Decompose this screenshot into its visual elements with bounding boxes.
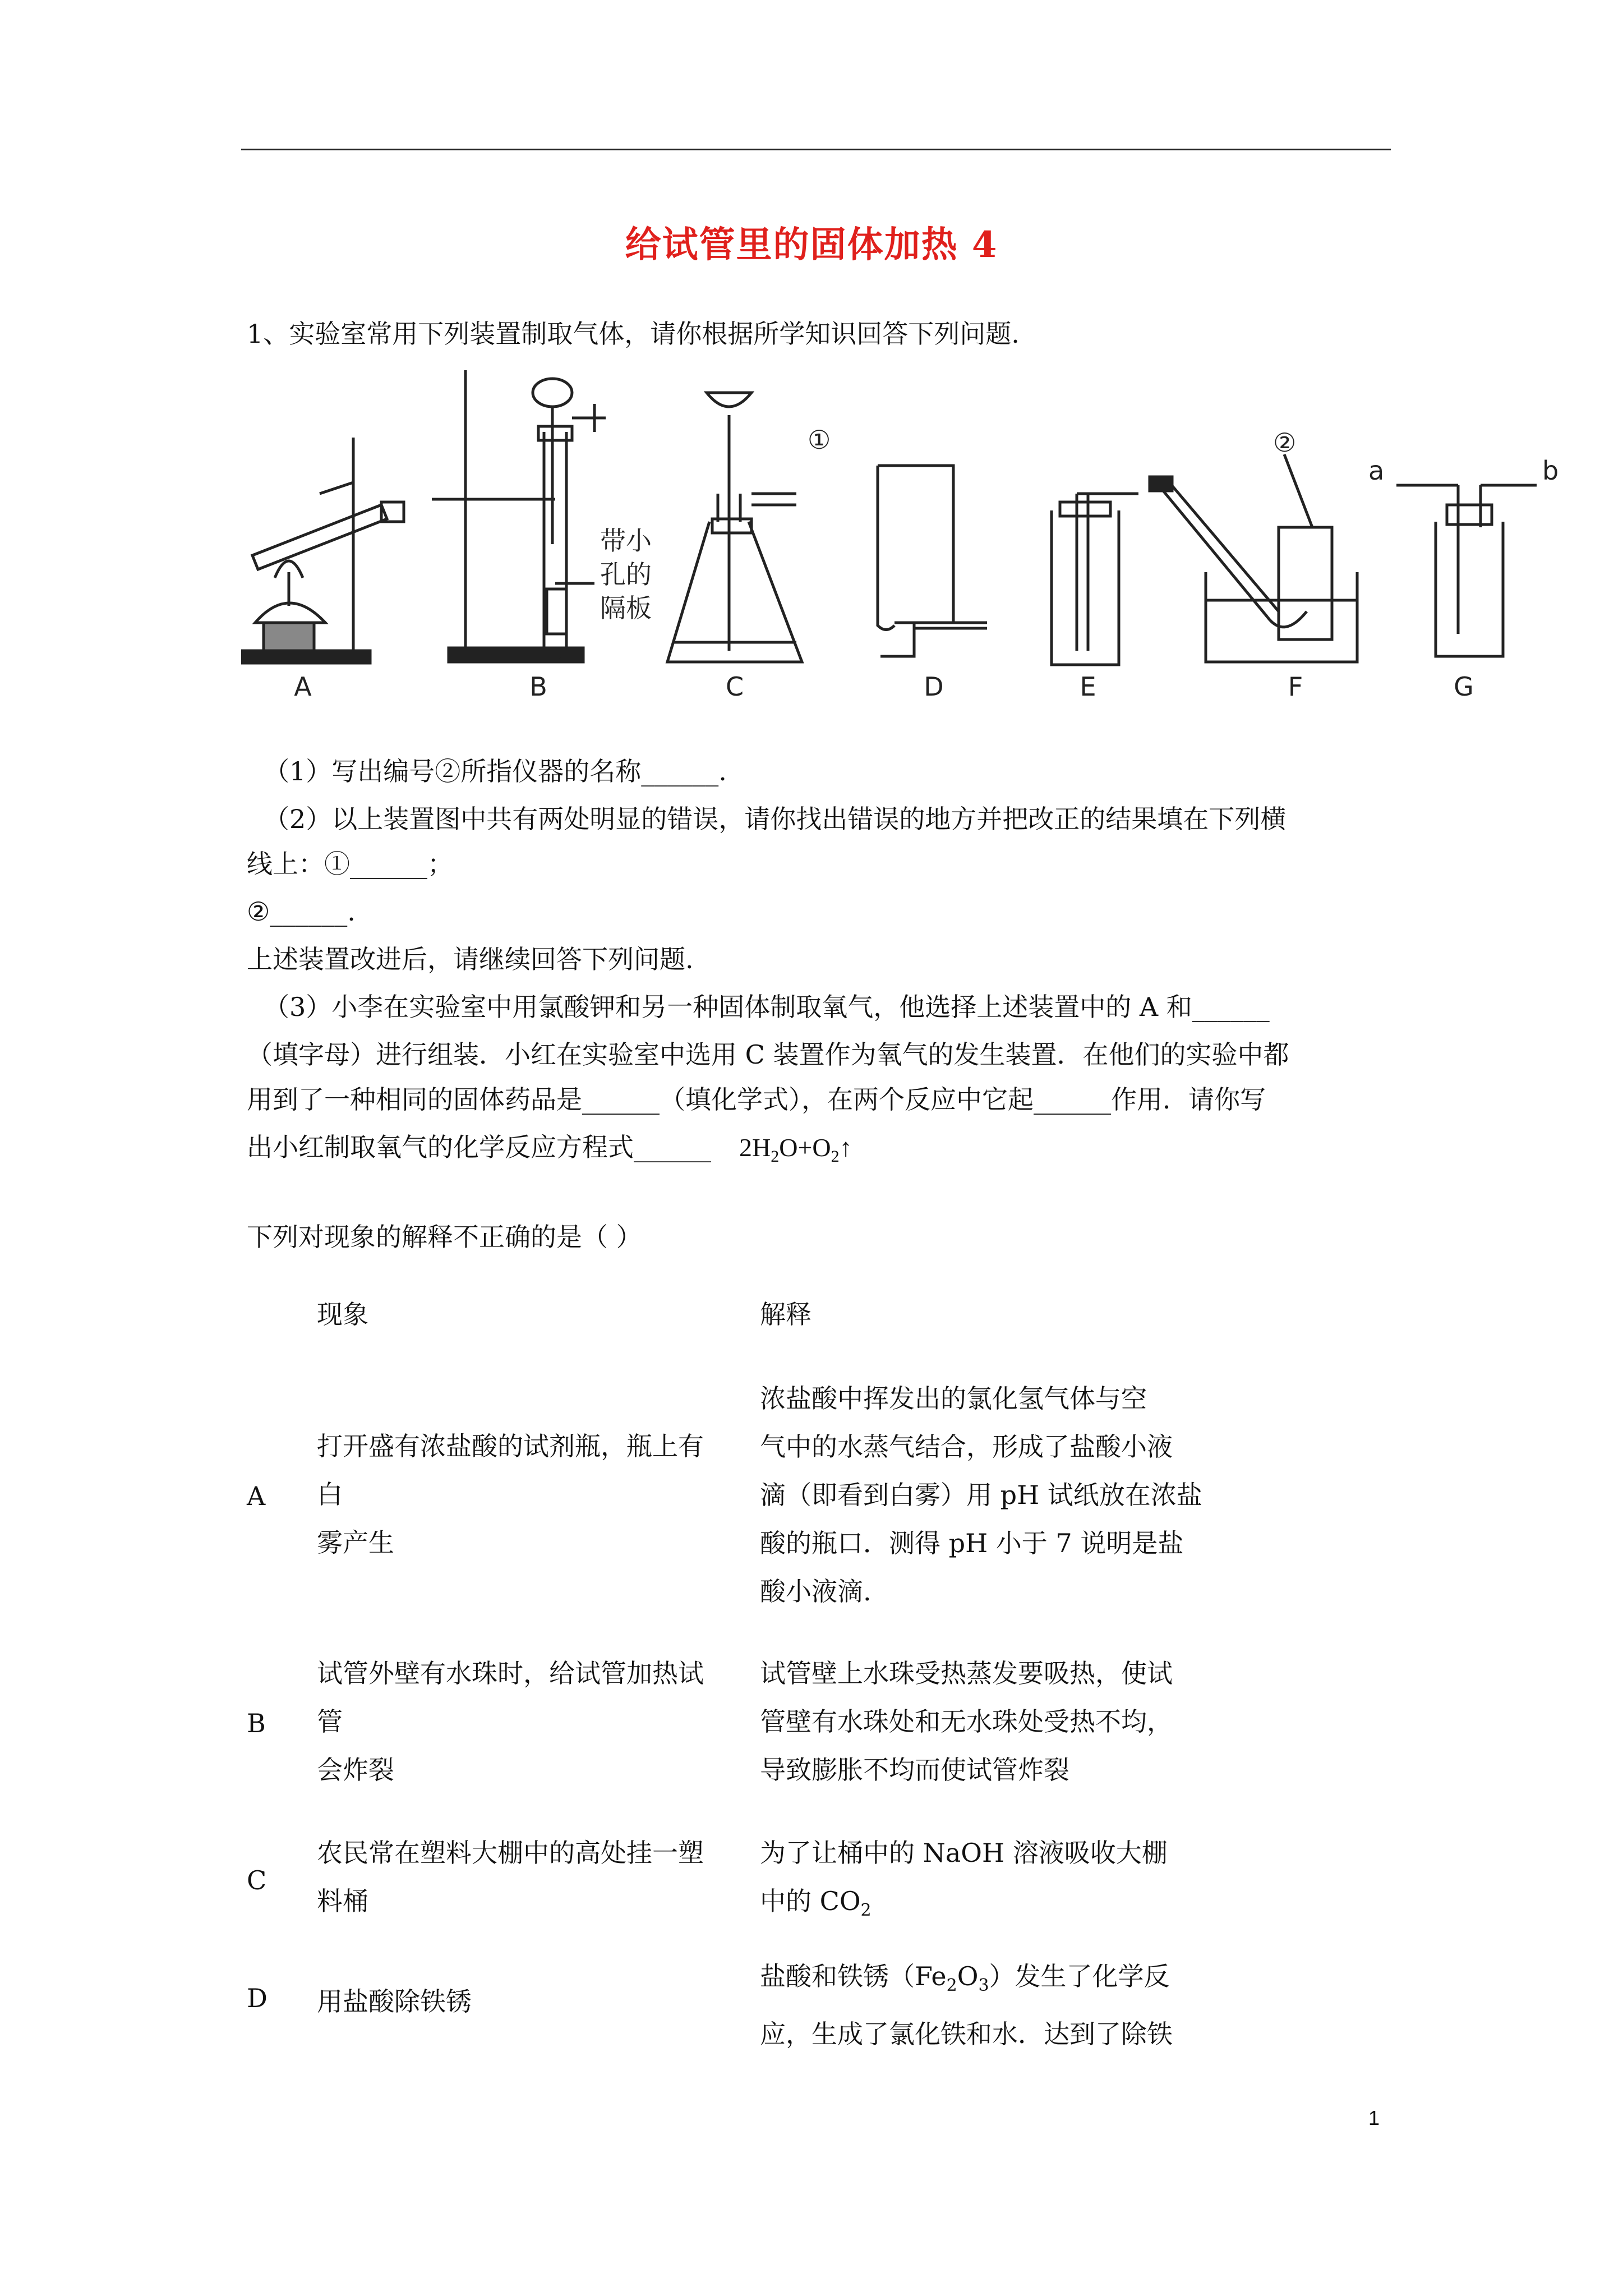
- q1-part3-d: 出小红制取氧气的化学反应方程式______ $2H_2O+O_2↑$: [247, 1132, 852, 1166]
- header-phenomenon: 现象: [317, 1299, 368, 1329]
- q1-part2-d: 上述装置改进后，请继续回答下列问题.: [247, 944, 694, 974]
- row-c-label: C: [247, 1865, 267, 1895]
- fig-label-f: F: [1288, 671, 1303, 702]
- marker-2: ②: [1273, 427, 1297, 458]
- fig-label-e: E: [1080, 671, 1096, 702]
- apparatus-c: [667, 393, 802, 662]
- apparatus-d: [878, 466, 987, 656]
- row-d-label: D: [247, 1983, 268, 2013]
- apparatus-f: [1150, 454, 1357, 662]
- fig-label-d: D: [924, 671, 944, 702]
- fig-label-b: B: [529, 671, 547, 702]
- fig-label-g: G: [1454, 671, 1474, 702]
- q1-part3-c: 用到了一种相同的固体药品是______（填化学式），在两个反应中它起______作用．请你写: [247, 1084, 1266, 1115]
- apparatus-figure: [241, 359, 1604, 718]
- fig-label-c: C: [725, 671, 744, 702]
- port-b: b: [1542, 455, 1559, 486]
- page-title: 给试管里的固体加热 4: [625, 224, 998, 266]
- note-line-1: 带小: [600, 526, 652, 556]
- row-b-label: B: [247, 1708, 266, 1738]
- port-a: a: [1368, 455, 1385, 486]
- row-d-explanation: 盐酸和铁锈$(Fe_2O_3)$发生了化学反 应，生成了氯化铁和水．达到了除铁: [760, 1961, 1173, 2050]
- q2-stem: 下列对现象的解释不正确的是（ ）: [247, 1222, 642, 1252]
- q1-part2-a: （2）以上装置图中共有两处明显的错误，请你找出错误的地方并把改正的结果填在下列横: [264, 804, 1287, 834]
- row-a-explanation: 浓盐酸中挥发出的氯化氢气体与空 气中的水蒸气结合，形成了盐酸小液 滴（即看到白雾）用 pH 试纸放在浓盐 酸的瓶口．测得 pH 小于 7 说明是盐 酸小液滴.: [760, 1383, 1202, 1607]
- q1-part2-c: ②______.: [247, 896, 356, 927]
- apparatus-e: [1052, 494, 1138, 665]
- marker-1: ①: [808, 425, 831, 455]
- apparatus-a: [241, 438, 404, 663]
- row-c-explanation: 为了让桶中的 NaOH 溶液吸收大棚 中的 $CO_2$: [760, 1838, 1168, 1921]
- fig-label-a: A: [294, 671, 312, 702]
- row-a-label: A: [247, 1481, 266, 1511]
- row-b-phenomenon: 试管外壁有水珠时，给试管加热试 管 会炸裂: [317, 1658, 704, 1785]
- apparatus-g: [1396, 485, 1537, 656]
- q1-part2-b: 线上：①______；: [247, 849, 453, 879]
- header-explanation: 解释: [760, 1299, 811, 1329]
- row-d-phenomenon: 用盐酸除铁锈: [317, 1986, 472, 2017]
- note-line-3: 隔板: [600, 593, 652, 623]
- header-rule: [241, 149, 1391, 150]
- row-c-phenomenon: 农民常在塑料大棚中的高处挂一塑 料桶: [317, 1838, 704, 1916]
- page-number: 1: [1368, 2106, 1380, 2129]
- q1-stem: 1、实验室常用下列装置制取气体，请你根据所学知识回答下列问题.: [247, 319, 1020, 349]
- note-line-2: 孔的: [600, 559, 652, 590]
- q1-part3-a: （3）小李在实验室中用氯酸钾和另一种固体制取氧气，他选择上述装置中的 A 和______: [264, 992, 1270, 1022]
- q1-part3-b: （填字母）进行组装．小红在实验室中选用 C 装置作为氧气的发生装置．在他们的实验中都: [247, 1039, 1289, 1070]
- row-b-explanation: 试管壁上水珠受热蒸发要吸热，使试 管壁有水珠处和无水珠处受热不均， 导致膨胀不均而使试管炸裂: [760, 1658, 1173, 1785]
- row-a-phenomenon: 打开盛有浓盐酸的试剂瓶，瓶上有 白 雾产生: [317, 1431, 704, 1558]
- q1-part1: （1）写出编号②所指仪器的名称______.: [264, 756, 727, 786]
- apparatus-b: [432, 370, 606, 662]
